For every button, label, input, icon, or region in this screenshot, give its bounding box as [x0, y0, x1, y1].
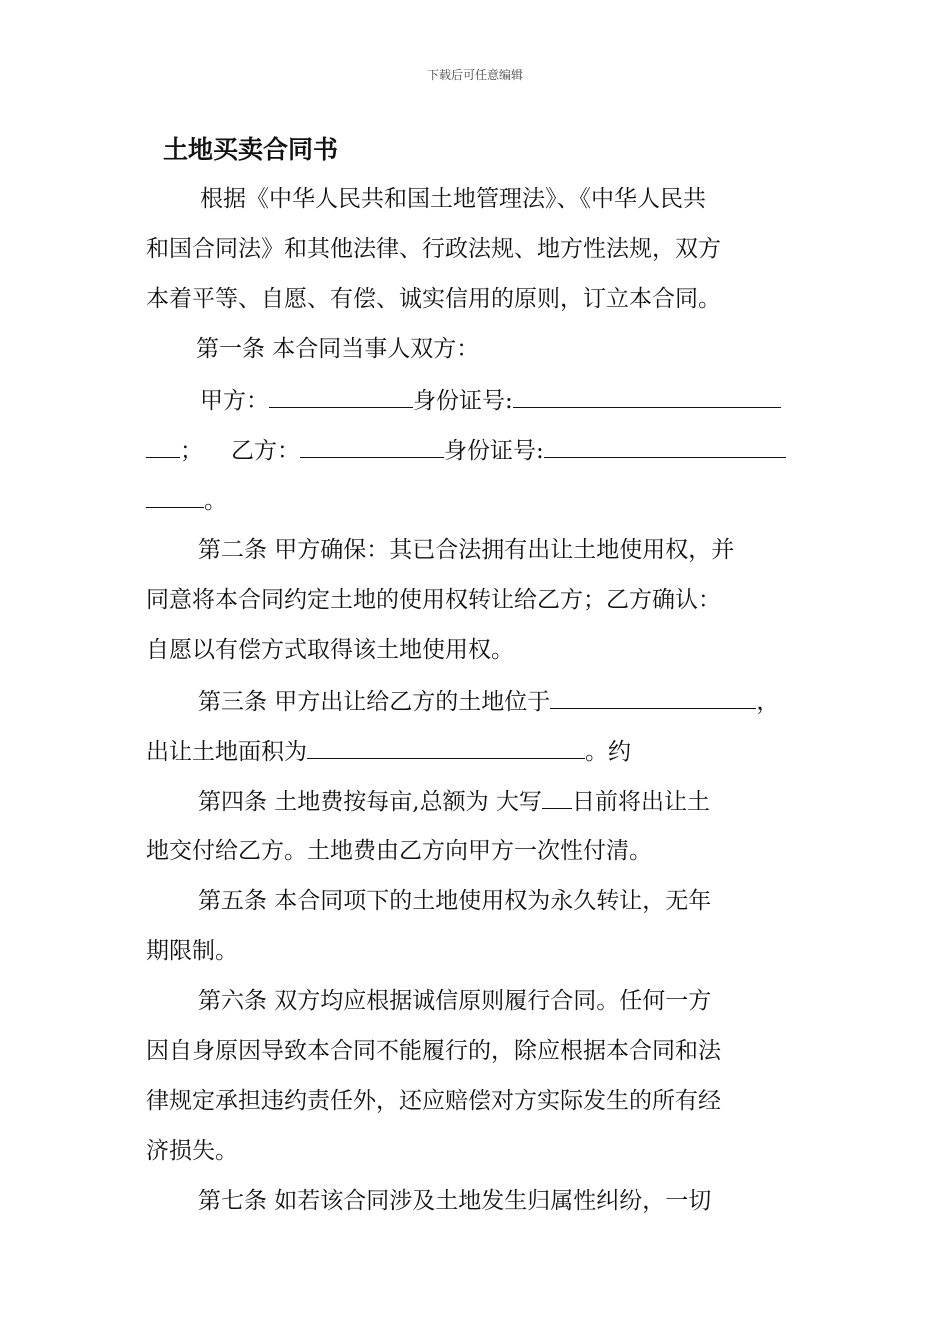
article-6-line-4: 济损失。 — [146, 1138, 238, 1164]
header-note: 下载后可任意编辑 — [426, 68, 523, 82]
preamble-line-1: 根据《中华人民共和国土地管理法》、《中华人民共 — [200, 186, 706, 212]
preamble-line-3: 本着平等、自愿、有偿、诚实信用的原则，订立本合同。 — [146, 286, 721, 312]
document-title: 土地买卖合同书 — [163, 135, 339, 164]
article-3-location-text: 第三条 甲方出让给乙方的土地位于 — [198, 689, 551, 715]
article-4-line-2: 地交付给乙方。土地费由乙方向甲方一次性付清。 — [146, 838, 652, 864]
party-a-id-blank-continued — [146, 435, 180, 458]
article-4-delivery-text: 日前将出让土 — [571, 789, 710, 815]
party-b-id-blank-continued — [146, 485, 204, 508]
separator-mark: ； — [180, 438, 203, 464]
article-3-line-end: 。约 — [585, 739, 631, 765]
land-area-blank — [307, 736, 585, 759]
article-5-line-1: 第五条 本合同项下的土地使用权为永久转让，无年 — [198, 888, 712, 914]
article-7-line-1: 第七条 如若该合同涉及土地发生归属性纠纷，一切 — [198, 1188, 712, 1214]
article-1-party-b-line — [146, 435, 786, 466]
article-4-line-1 — [198, 786, 710, 817]
article-5-line-2: 期限制。 — [146, 938, 238, 964]
party-a-label: 甲方： — [200, 388, 269, 414]
article-3-line-2 — [146, 736, 631, 767]
party-a-name-blank — [269, 385, 413, 408]
id-number-label-b: 身份证号: — [444, 438, 544, 464]
party-b-name-blank — [300, 435, 444, 458]
article-1-heading: 第一条 本合同当事人双方： — [196, 336, 480, 362]
article-2-line-3: 自愿以有偿方式取得该土地使用权。 — [146, 637, 514, 663]
article-3-area-text: 出让土地面积为 — [146, 739, 307, 765]
article-6-line-1: 第六条 双方均应根据诚信原则履行合同。任何一方 — [198, 988, 712, 1014]
id-number-label-a: 身份证号: — [413, 388, 513, 414]
article-2-line-2: 同意将本合同约定土地的使用权转让给乙方；乙方确认： — [146, 587, 721, 613]
article-3-comma: ， — [756, 689, 780, 715]
preamble-line-2: 和国合同法》和其他法律、行政法规、地方性法规，双方 — [146, 236, 721, 262]
party-b-label: 乙方： — [231, 438, 300, 464]
article-4-fee-text: 第四条 土地费按每亩,总额为 大写 — [198, 789, 542, 815]
article-6-line-3: 律规定承担违约责任外，还应赔偿对方实际发生的所有经 — [146, 1088, 721, 1114]
article-3-line-1 — [198, 686, 779, 717]
land-location-blank — [550, 686, 756, 709]
article-6-line-2: 因自身原因导致本合同不能履行的，除应根据本合同和法 — [146, 1038, 721, 1064]
article-1-end-line — [146, 485, 227, 516]
article-1-party-a-line — [200, 385, 781, 416]
article-2-line-1: 第二条 甲方确保：其已合法拥有出让土地使用权，并 — [198, 537, 735, 563]
amount-in-words-blank — [542, 786, 572, 809]
party-a-id-blank — [513, 385, 781, 408]
party-b-id-blank — [544, 435, 786, 458]
end-mark: 。 — [204, 488, 227, 514]
